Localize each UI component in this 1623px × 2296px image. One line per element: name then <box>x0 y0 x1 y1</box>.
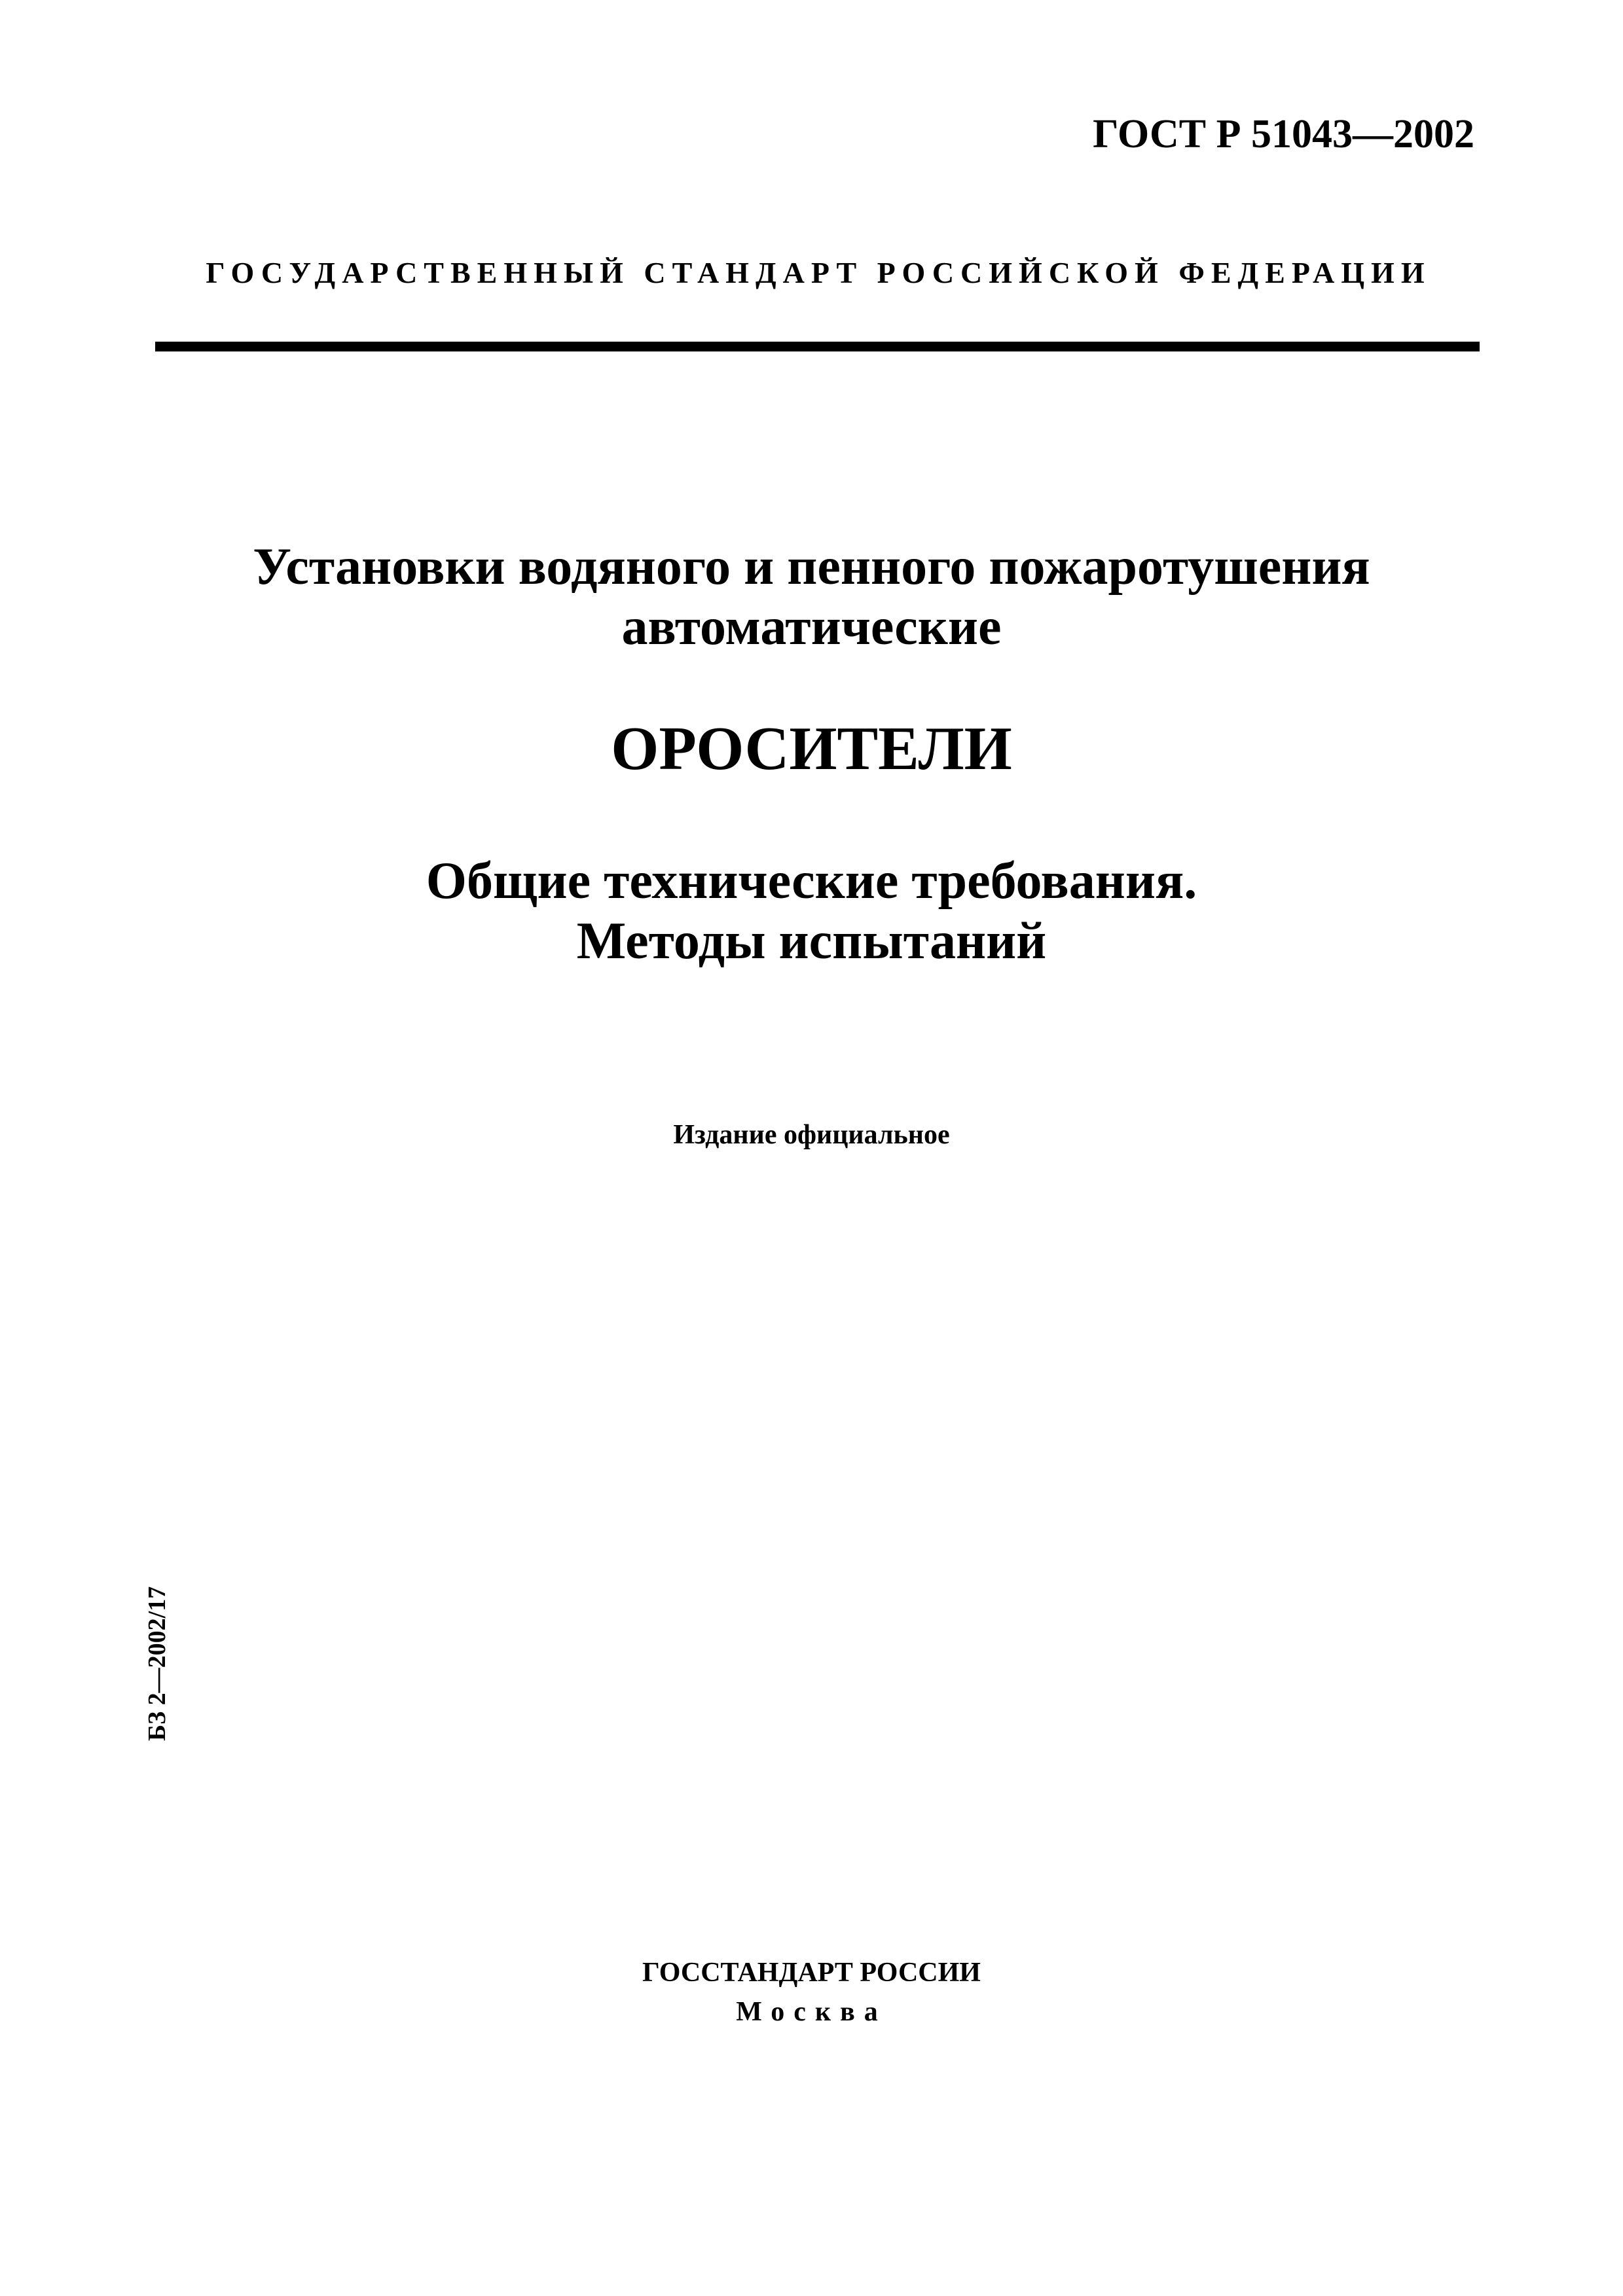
document-subtitle-line-1: Общие технические требования. <box>426 852 1197 910</box>
publisher: ГОССТАНДАРТ РОССИИ <box>642 1958 981 1988</box>
document-subtitle-line-2: Методы испытаний <box>576 912 1047 970</box>
document-title-line-2: автоматические <box>621 598 1002 656</box>
document-subtitle <box>0 851 1623 971</box>
document-title <box>0 537 1623 657</box>
document-heading: ОРОСИТЕЛИ <box>611 715 1012 783</box>
document-title-line-1: Установки водяного и пенного пожаротушения <box>253 538 1370 596</box>
org-title: ГОСУДАРСТВЕННЫЙ СТАНДАРТ РОССИЙСКОЙ ФЕДЕРАЦИИ <box>206 256 1431 289</box>
gost-number: ГОСТ Р 51043—2002 <box>1093 112 1474 156</box>
side-code: БЗ 2—2002/17 <box>143 1586 171 1741</box>
publication-city: Москва <box>736 1997 887 2027</box>
edition-label: Издание официальное <box>673 1120 950 1150</box>
header-rule <box>155 342 1480 351</box>
